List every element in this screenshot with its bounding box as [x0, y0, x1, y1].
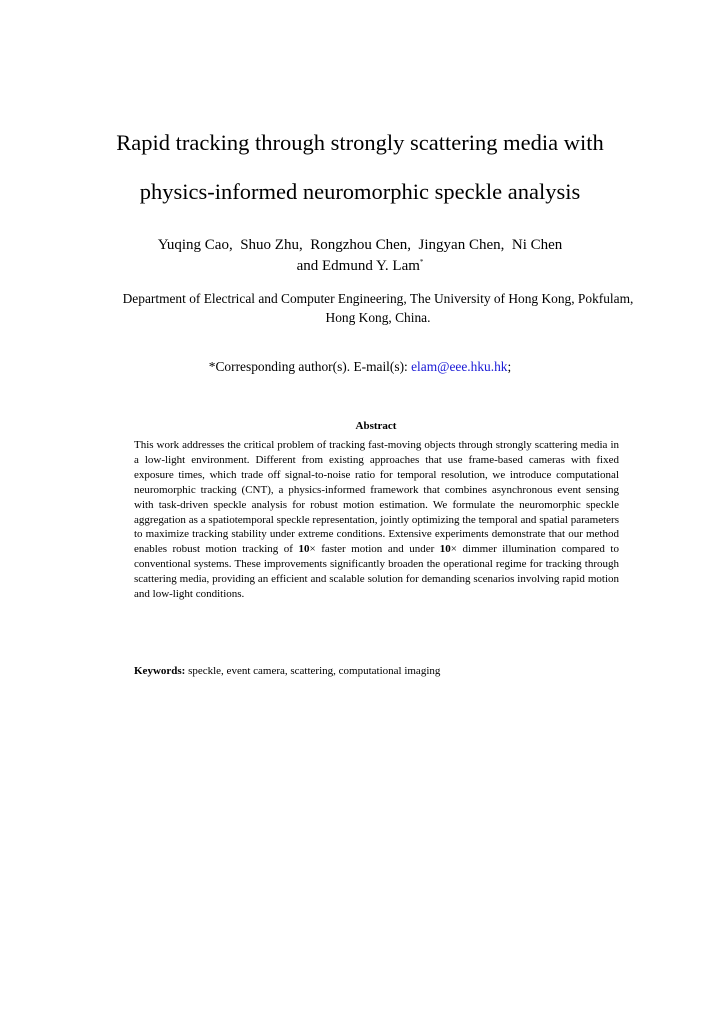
affiliation: Department of Electrical and Computer Engineering, The University of Hong Kong, Pokfulam, Hong Kong, China. [122, 291, 634, 325]
author-line-2-text: and Edmund Y. Lam [296, 258, 420, 274]
abstract-text-1: This work addresses the critical problem of tracking fast-moving objects through strongly scattering media in a low-light environment. Different from existing approaches that use frame-based cameras with fixed exposure times, which trade off signal-to-noise ratio for temporal resolution, we introduce computational neuromorphic tracking (CNT), a physics-informed framework that combines asynchronous event sensing with task-driven speckle analysis for robust motion estimation. We formulate the neuromorphic speckle aggregation as a spatiotemporal speckle representation, jointly optimizing the temporal and spatial parameters to maximize tracking stability under extreme conditions. Extensive experiments demonstrate that our method enables robust motion tracking of [134, 439, 619, 556]
abstract-text-2: × faster motion and under [309, 543, 440, 556]
author-list [120, 235, 600, 277]
keywords-text: speckle, event camera, scattering, computational imaging [185, 665, 441, 677]
abstract-body [134, 438, 619, 602]
author-line-1: Yuqing Cao, Shuo Zhu, Rongzhou Chen, Jingyan Chen, Ni Chen [157, 237, 563, 253]
corresponding-marker: * [419, 258, 424, 266]
paper-title-line-1: Rapid tracking through strongly scattering media with [116, 130, 604, 155]
abstract-bold-1: 10 [298, 543, 310, 556]
email-link[interactable]: elam@eee.hku.hk [411, 359, 508, 374]
keywords [134, 664, 619, 678]
corresponding-author [60, 358, 660, 376]
abstract-bold-2: 10 [439, 543, 451, 556]
abstract-text-3: × dimmer illumination compared to conventional systems. These improvements significantly broaden the operational regime for tracking through scattering media, providing an efficient and scalable solution for demanding scenarios involving rapid motion and low-light conditions. [134, 543, 619, 601]
abstract-heading: Abstract [355, 420, 397, 432]
author-line-2 [120, 256, 600, 277]
paper-title-line-2: physics-informed neuromorphic speckle analysis [139, 179, 581, 204]
corresponding-prefix: *Corresponding author(s). E-mail(s): [208, 359, 412, 374]
keywords-label: Keywords: [134, 665, 186, 677]
corresponding-suffix: ; [507, 359, 512, 374]
